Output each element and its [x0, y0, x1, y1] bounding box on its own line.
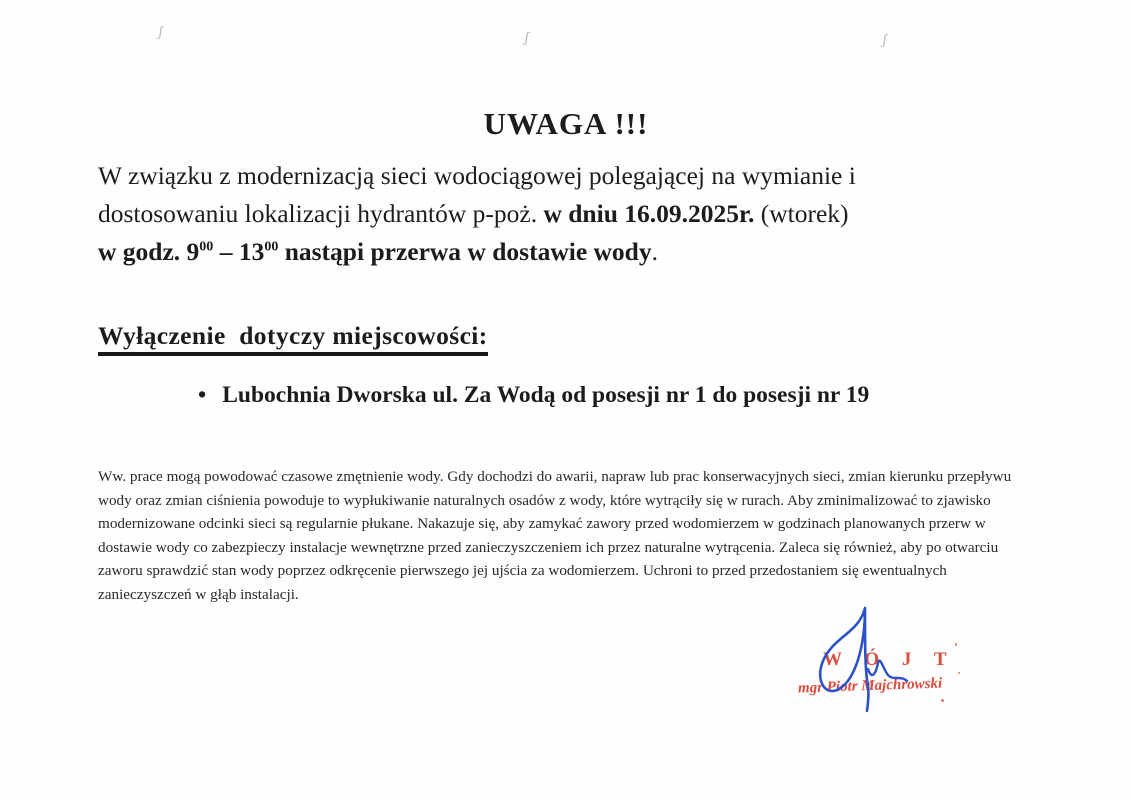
body-period: .	[651, 237, 658, 266]
location-text: Lubochnia Dworska ul. Za Wodą od posesji nr 1 do posesji nr 19	[222, 382, 870, 408]
stamp-ink-speck	[941, 699, 944, 702]
body-date: w dniu 16.09.2025r.	[543, 199, 755, 228]
notice-body	[98, 157, 998, 271]
hours-suffix: nastąpi przerwa w dostawie wody	[278, 237, 652, 266]
stamp-ink-speck	[958, 672, 960, 674]
section-heading-outage-locations: Wyłączenie dotyczy miejscowości:	[98, 321, 488, 356]
signature-stroke-loop	[820, 608, 868, 711]
hours-mid: – 13	[213, 237, 265, 266]
signature-stroke-zigzag	[868, 661, 907, 681]
fine-print-paragraph: Ww. prace mogą powodować czasowe zmętnienie wody. Gdy dochodzi do awarii, napraw lub prac konserwacyjnych sieci, zmian kierunku przepływu wody oraz zmian ciśnienia powoduje to wypłukiwanie naturalnych osadów z wody, które wytrąciły się w rurach. Aby zminimalizować to zjawisko modernizowane odcinki sieci są regularnie płukane. Nakazuje się, aby zamykać zawory przed wodomierzem w godzinach planowanych przerw w dostawie wody co zabezpieczy instalacje wewnętrzne przed zanieczyszczeniem ich przez naturalne wytrącenia. Zaleca się również, aby po otwarciu zaworu sprawdzić stan wody poprzez odkręcenie pierwszego jej ujścia za wodomierzem. Uchroni to przed przedostaniem się ewentualnych zanieczyszczeń w głąb instalacji.	[98, 468, 1012, 603]
stamp-title-wojt: W Ó J T	[823, 649, 956, 670]
scan-artifact: ʃ	[156, 23, 165, 41]
notice-title: UWAGA !!!	[483, 106, 649, 141]
scan-artifact: ʃ	[522, 29, 531, 47]
body-intro: W związku z modernizacją sieci wodociągowej polegającej na wymianie i dostosowaniu lokalizacji hydrantów p-poż.	[98, 161, 856, 228]
stamp-ink-speck	[955, 643, 957, 646]
stamp-name: mgr Piotr Majchrowski	[797, 675, 943, 697]
hours-superscript-start: 00	[199, 239, 214, 255]
scan-artifact: ʃ	[880, 31, 889, 49]
bullet-icon: •	[198, 382, 207, 408]
hours-superscript-end: 00	[264, 239, 279, 255]
handwritten-signature	[755, 585, 1005, 725]
location-list-item	[198, 382, 1132, 409]
body-hours	[98, 237, 652, 266]
body-weekday: (wtorek)	[754, 199, 849, 228]
hours-prefix: w godz. 9	[98, 237, 200, 266]
signature-and-stamp-area	[755, 585, 1015, 735]
